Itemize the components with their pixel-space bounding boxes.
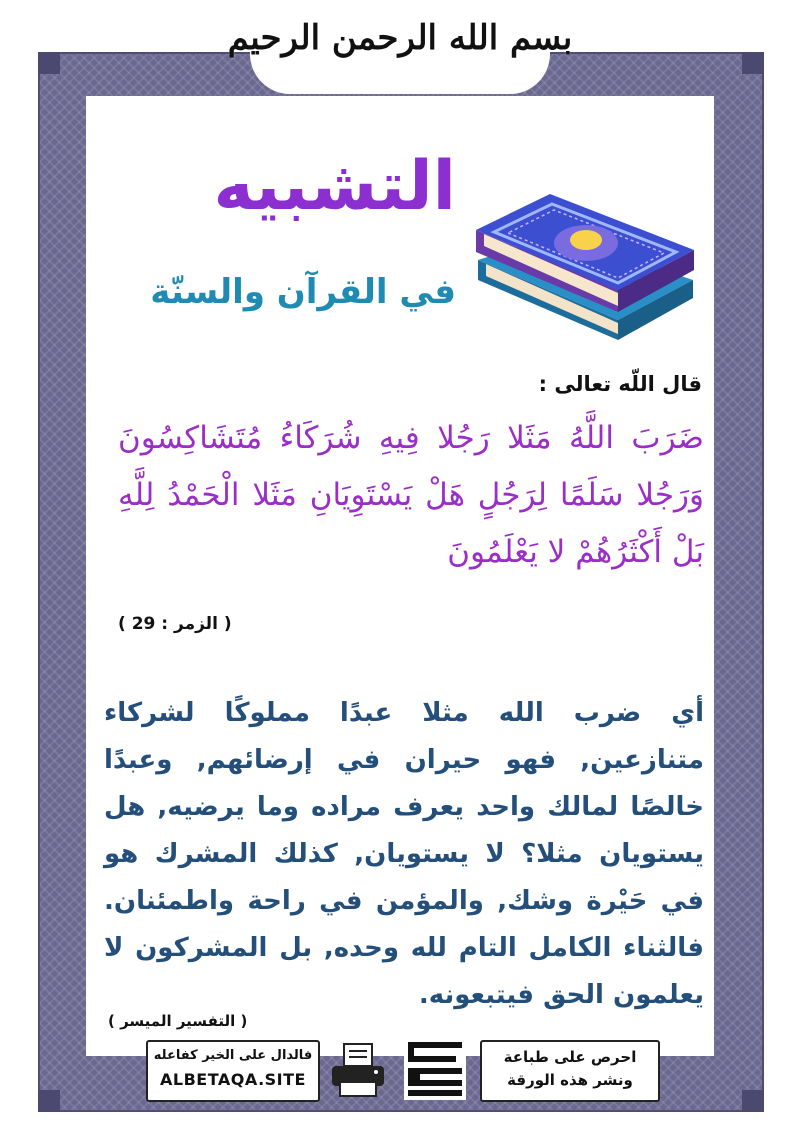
page-title: التشبيه: [213, 147, 456, 226]
footer-call-line2: ونشر هذه الورقة: [507, 1071, 633, 1089]
footer-site-box: [146, 1040, 320, 1102]
footer-call-line1: احرص على طباعة: [503, 1048, 637, 1066]
tafsir-source: ( التفسير الميسر ): [108, 1012, 248, 1030]
footer-call-box: [480, 1040, 660, 1102]
site-link[interactable]: ALBETAQA.SITE: [160, 1070, 306, 1089]
tafsir-text: أي ضرب الله مثلا عبدًا مملوكًا لشركاء متنازعين, فهو حيران في إرضائهم, وعبدًا خالصًا لمالك واحد يعرف مراده وما يرضيه, هل يستويان مثلا؟ لا يستويان, كذلك المشرك هو في حَيْرة وشك, والمؤمن في راحة واطمئنان. فالثناء الكامل التام لله وحده, بل المشركون لا يعلمون الحق فيتبعونه.: [104, 698, 704, 1010]
dawah-logo: [402, 1036, 468, 1102]
footer-motto: فالدال على الخير كفاعله: [153, 1048, 313, 1063]
book-icon: [468, 140, 698, 340]
frame-corner: [742, 1090, 764, 1112]
printer-icon: [328, 1040, 388, 1100]
page-subtitle: في القرآن والسنّة: [150, 272, 456, 312]
verse-intro: قال اللّه تعالى :: [538, 372, 702, 396]
quran-verse: ضَرَبَ اللَّهُ مَثَلا رَجُلا فِيهِ شُرَكَاءُ مُتَشَاكِسُونَ وَرَجُلا سَلَمًا لِرَجُلٍ هَلْ يَسْتَوِيَانِ مَثَلا الْحَمْدُ لِلَّهِ بَلْ أَكْثَرُهُمْ لا يَعْلَمُونَ: [118, 420, 704, 570]
basmala-calligraphy: بسم الله الرحمن الرحيم: [227, 18, 573, 58]
frame-corner: [38, 1090, 60, 1112]
verse-reference: ( الزمر : 29 ): [118, 614, 232, 634]
